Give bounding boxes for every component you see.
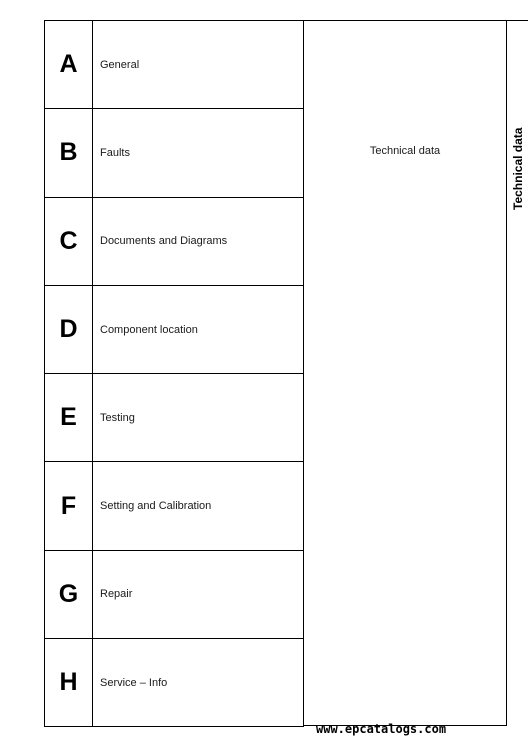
section-row-c[interactable] [45,197,304,285]
section-label: Documents and Diagrams [93,197,304,285]
watermark-url: www.epcatalogs.com [316,722,447,736]
section-label: Setting and Calibration [93,462,304,550]
section-row-d[interactable] [45,285,304,373]
section-letter: A [45,21,93,109]
section-row-e[interactable] [45,374,304,462]
section-letter: E [45,374,93,462]
section-letter: C [45,197,93,285]
section-row-a[interactable] [45,21,304,109]
section-row-g[interactable] [45,550,304,638]
section-label: General [93,21,304,109]
section-index-table [44,20,304,727]
section-letter: F [45,462,93,550]
side-tab-strip[interactable] [506,20,528,726]
section-label: Testing [93,374,304,462]
section-label: Component location [93,285,304,373]
section-row-b[interactable] [45,109,304,197]
section-row-f[interactable] [45,462,304,550]
section-letter: D [45,285,93,373]
technical-data-panel [304,20,506,726]
section-row-h[interactable] [45,639,304,727]
section-letter: G [45,550,93,638]
section-letter: B [45,109,93,197]
section-label: Service – Info [93,639,304,727]
section-label: Faults [93,109,304,197]
side-tab-label [511,127,528,210]
section-label: Repair [93,550,304,638]
technical-data-panel-label: Technical data [369,145,441,157]
section-letter: H [45,639,93,727]
side-tab-text: Technical data [511,127,525,210]
